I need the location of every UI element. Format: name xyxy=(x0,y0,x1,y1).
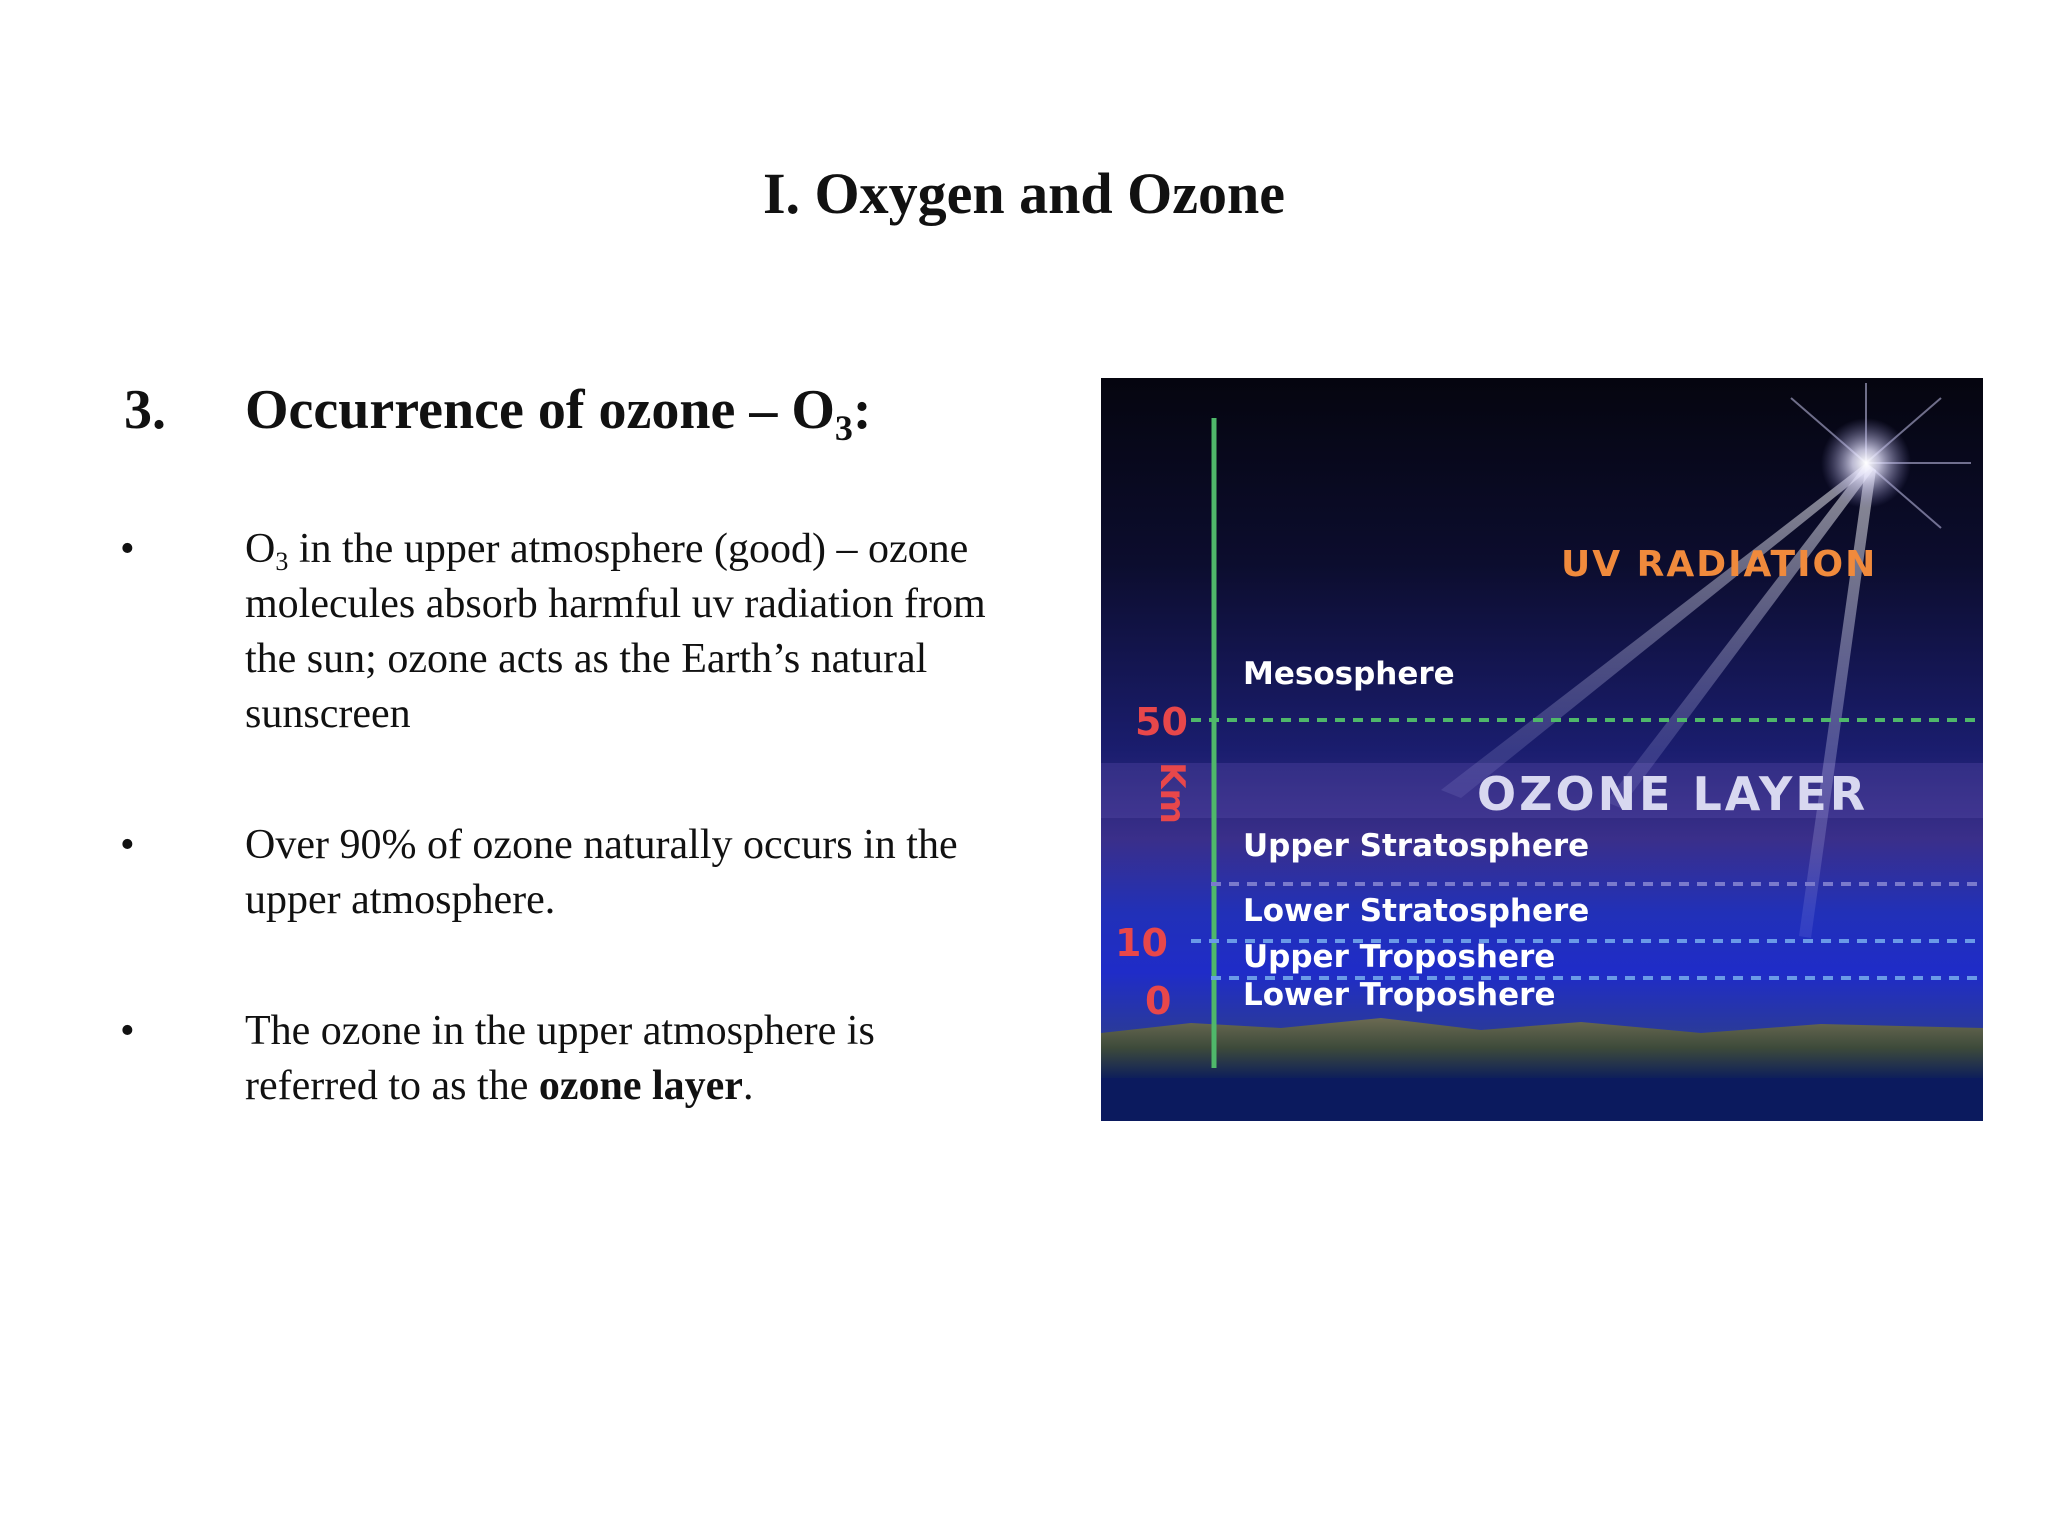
bullet-1-body: in the upper atmosphere (good) – ozone molecules absorb harmful uv radiation from the sun; ozone acts as the Earth’s natural sunscreen xyxy=(245,526,986,737)
atmosphere-diagram xyxy=(1101,378,1983,1121)
section-heading-text: Occurrence of ozone – O xyxy=(245,379,835,441)
bullet-1-subscript: 3 xyxy=(275,547,289,576)
bullet-3-bold-term: ozone layer xyxy=(538,1063,743,1109)
layer-label-lower-stratosphere: Lower Stratosphere xyxy=(1243,893,1590,929)
sun-icon xyxy=(1821,418,1911,508)
bullet-marker: • xyxy=(120,526,135,572)
layer-label-lower-troposphere: Lower Troposhere xyxy=(1243,977,1556,1013)
bullet-marker: • xyxy=(120,1008,135,1054)
section-number: 3. xyxy=(124,379,166,441)
layer-label-upper-troposphere: Upper Troposhere xyxy=(1243,939,1556,975)
section-heading xyxy=(245,375,872,448)
section-heading-suffix: : xyxy=(852,379,872,441)
bullet-1-prefix: O xyxy=(245,526,276,572)
section-heading-subscript: 3 xyxy=(834,408,853,448)
bullet-2-text: Over 90% of ozone naturally occurs in the upper atmosphere. xyxy=(245,822,958,923)
bullet-3-after: . xyxy=(742,1063,754,1109)
layer-label-mesosphere: Mesosphere xyxy=(1243,656,1455,692)
bullet-3-before: The ozone in the upper atmosphere is referred to as the xyxy=(245,1008,875,1109)
bullet-3-text xyxy=(245,1004,1015,1114)
slide-title: I. Oxygen and Ozone xyxy=(762,161,1286,226)
ground-terrain xyxy=(1101,1018,1983,1078)
bullet-marker: • xyxy=(120,822,135,868)
uv-radiation-label: UV RADIATION xyxy=(1561,544,1878,585)
ozone-layer-label: OZONE LAYER xyxy=(1477,767,1869,821)
axis-unit-label: Km xyxy=(1152,762,1192,824)
layer-label-upper-stratosphere: Upper Stratosphere xyxy=(1243,828,1590,864)
sea xyxy=(1101,1078,1983,1121)
axis-tick-label: 50 xyxy=(1135,700,1188,744)
ozone-layer-illustration xyxy=(1101,378,1983,1121)
axis-tick-label: 10 xyxy=(1115,921,1168,965)
axis-tick-label: 0 xyxy=(1145,979,1172,1023)
bullet-1-text xyxy=(245,522,1015,742)
